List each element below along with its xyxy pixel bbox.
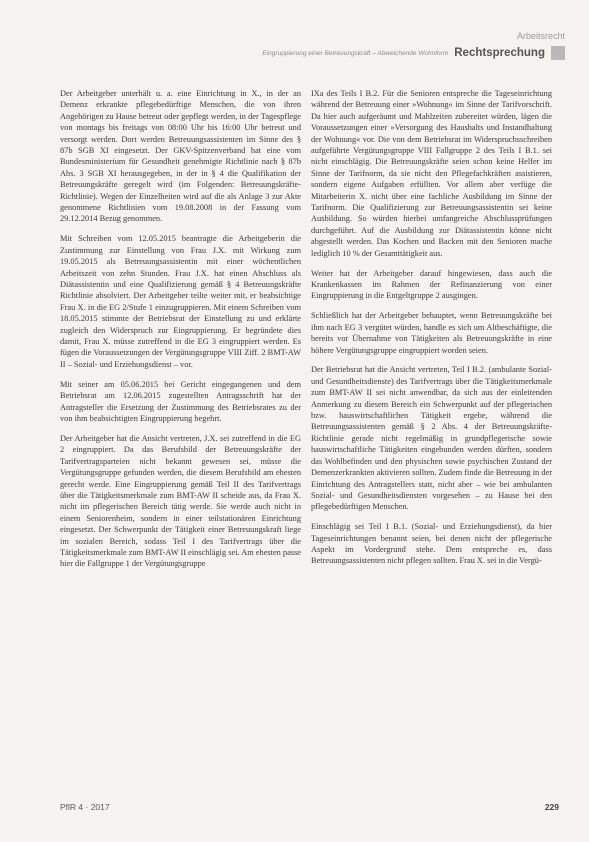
paragraph: Der Arbeitgeber hat die Ansicht vertreten, J.X. sei zutreffend in die EG 2 eingruppiert. Da das Berufsbild der Betreuungskräfte der Tarifvertragsparteien nicht bekannt gewesen sei, müsse die Vergütungsgruppe gefunden werden, die diesem Berufsbild am ehesten gerecht werde. Eine Eingruppierung gemäß Teil II des Tarifvertrags über die Tätigkeitsmerkmale zum BMT-AW II scheide aus, da Frau X. nicht im pflegerischen Bereich tätig werde. Sie werde auch nicht in einem Seniorenheim, sondern in einer teilstationären Einrichtung eingesetzt. Der Schwerpunkt der Tätigkeit einer Betreuungskraft liege im sozialen Bereich, sodass Teil I des Tarifvertrags über die Tätigkeitsmerkmale zum BMT-AW II einschlägig sei. Am ehesten passe hier die Fallgruppe 1 der Vergütungsgruppe [60,433,302,569]
paragraph: Der Arbeitgeber unterhält u. a. eine Einrichtung in X., in der an Demenz erkrankte pflegebedürftige Menschen, die von ihren Angehörigen zu Hause betreut oder gepflegt werden, in der Tagespflege von montags bis freitags von 08:00 Uhr bis 16:00 Uhr betreut und versorgt werden. Dort werden Betreuungsassistenten im Sinne des § 87b SGB XI eingesetzt. Der GKV-Spitzenverband hat eine vom Bundesministerium für Gesundheit genehmigte Richtlinie nach § 87b Abs. 3 SGB XI herausgegeben, in der in § 4 die Qualifikation der Betreuungskräfte geregelt wird (im Folgenden: Betreuungskräfte-Richtlinie). Wegen der Einzelheiten wird auf die als Anlage 3 zur Akte genommene Richtlinien vom 19.08.2008 in der Fassung vom 29.12.2014 Bezug genommen. [60,89,301,224]
paragraph: Einschlägig sei Teil I B.1. (Sozial- und Erziehungsdienst), da hier Tageseinrichtungen benannt seien, bei denen nicht der pflegerische Aspekt im Vordergrund stehe. Dem entspreche es, dass Betreuungsassistenten nicht pflegen sollten. Frau X. sei in die Vergü- [311,522,552,566]
section-marker-square [551,46,565,60]
paragraph: Weiter hat der Arbeitgeber darauf hingewiesen, dass auch die Krankenkassen im Rahmen der Refinanzierung von einer Eingruppierung in die Entgeltgruppe 2 ausgingen. [311,268,552,301]
right-column [311,88,552,575]
paragraph: Mit seiner am 05.06.2015 bei Gericht eingegangenen und dem Betriebsrat am 12.06.2015 zugestellten Antragsschrift hat der Antragsteller die Ersetzung der Zustimmung des Betriebsrates zu der von ihm beabsichtigten Eingruppierung begehrt. [60,379,301,423]
corner-label: Arbeitsrecht [516,31,565,41]
paragraph: Mit Schreiben vom 12.05.2015 beantragte die Arbeitgeberin die Zustimmung zur Einstellung von Frau J.X. mit Wirkung zum 19.05.2015 als Betreuungsassistentin mit einer wöchentlichen Arbeitszeit von zehn Stunden. Frau J.X. hat einen Abschluss als Diätassistentin und eine Qualifizierung gemäß § 4 Betreuungskräfte Richtlinie absolviert. Der Arbeitgeber teilte weiter mit, er beabsichtige Frau X. in die EG 2/Stufe 1 einzugruppieren. Mit einem Schreiben vom 18.05.2015 stimmte der Betriebsrat der Einstellung zu und erklärte zugleich den Widerspruch zur Eingruppierung. Er begründete dies damit, Frau X. müsse zutreffend in die EG 3 eingruppiert werden. Es fügen die Voraussetzungen der Vergütungsgruppe VIII Ziff. 2 BMT-AW II – Sozial- und Erziehungsdienst – vor. [60,234,301,369]
paragraph: IXa des Teils I B.2. Für die Senioren entspreche die Tageseinrichtung während der Betreuung einer »Wohnung« im Sinne der Tarifvorschrift. Da hier auch aufgeräumt und Mahlzeiten zubereitet würden, lägen die Voraussetzungen einer »Versorgung des Haushalts und Instandhaltung der Wohnung« vor. Die von dem Betriebsrat im Widerspruchsschreiben aufgeführte Vergütungsgruppe VIII Fallgruppe 2 des Teils I B.1. sei nicht einschlägig. Die Betreuungskräfte seien schon keine Helfer im Sinne der Tarifnorm, da sie nicht den Pflegefachkräften assistieren, sondern eigene Aufgaben erfüllten. Vor allem aber verfüge die Mitarbeiterin X. nicht über eine fachliche Ausbildung im Sinne der Tarifnorm. Die Qualifizierung zur Betreuungsassistentin sei keine Ausbildung. So würden hierbei umfangreiche Abschlussprüfungen durchgeführt. Auf die Ausbildung zur Diätassistentin könne nicht abgestellt werden. Das Kochen und Backen mit den Senioren mache lediglich 10 % der Gesamttätigkeit aus. [311,89,552,258]
page-number: 229 [544,802,559,812]
left-column [60,88,301,578]
paragraph: Schließlich hat der Arbeitgeber behauptet, wenn Betreuungskräfte bei ihm nach EG 3 vergütet würden, handle es sich um Altbeschäftigte, die bereits vor Übernahme von Tätigkeiten als Betreuungskräfte in eine höhere Vergütungsgruppe eingruppiert worden seien. [311,311,552,355]
journal-footer: PflR 4 · 2017 [60,802,110,812]
section-title: Rechtsprechung [454,47,545,59]
running-header [262,46,565,60]
header-subtitle: Eingruppierung einer Betreuungskraft – Abweichende Wohnform [262,49,449,57]
paragraph: Der Betriebsrat hat die Ansicht vertreten, Teil I B.2. (ambulante Sozial- und Gesundheitsdienste) des Tarifvertrags über die Tätigkeitsmerkmale zum BMT-AW II sei nicht anwendbar, da sich aus der einleitenden Anmerkung zu diesem Bereich ein Schwerpunkt auf der pflegerischen bzw. hauswirtschaftlichen Tätigkeit ergebe, während die Betreuungsassistenten gemäß § 2 Abs. 4 der Betreuungskräfte-Richtlinie gerade nicht regelmäßig in grundpflegerische sowie hauswirtschaftliche Tätigkeiten eingebunden werden dürften, sondern das Wohlbefinden und den physischen sowie psychischen Zustand der Demenzerkrankten aktivieren sollten. Zudem finde die Betreuung in der Einrichtung des Antragstellers statt, nicht aber – wie bei ambulanten Sozial- und Gesundheitsdiensten vorgesehen – zu Hause bei den pflegebedürftigen Menschen. [311,365,552,512]
